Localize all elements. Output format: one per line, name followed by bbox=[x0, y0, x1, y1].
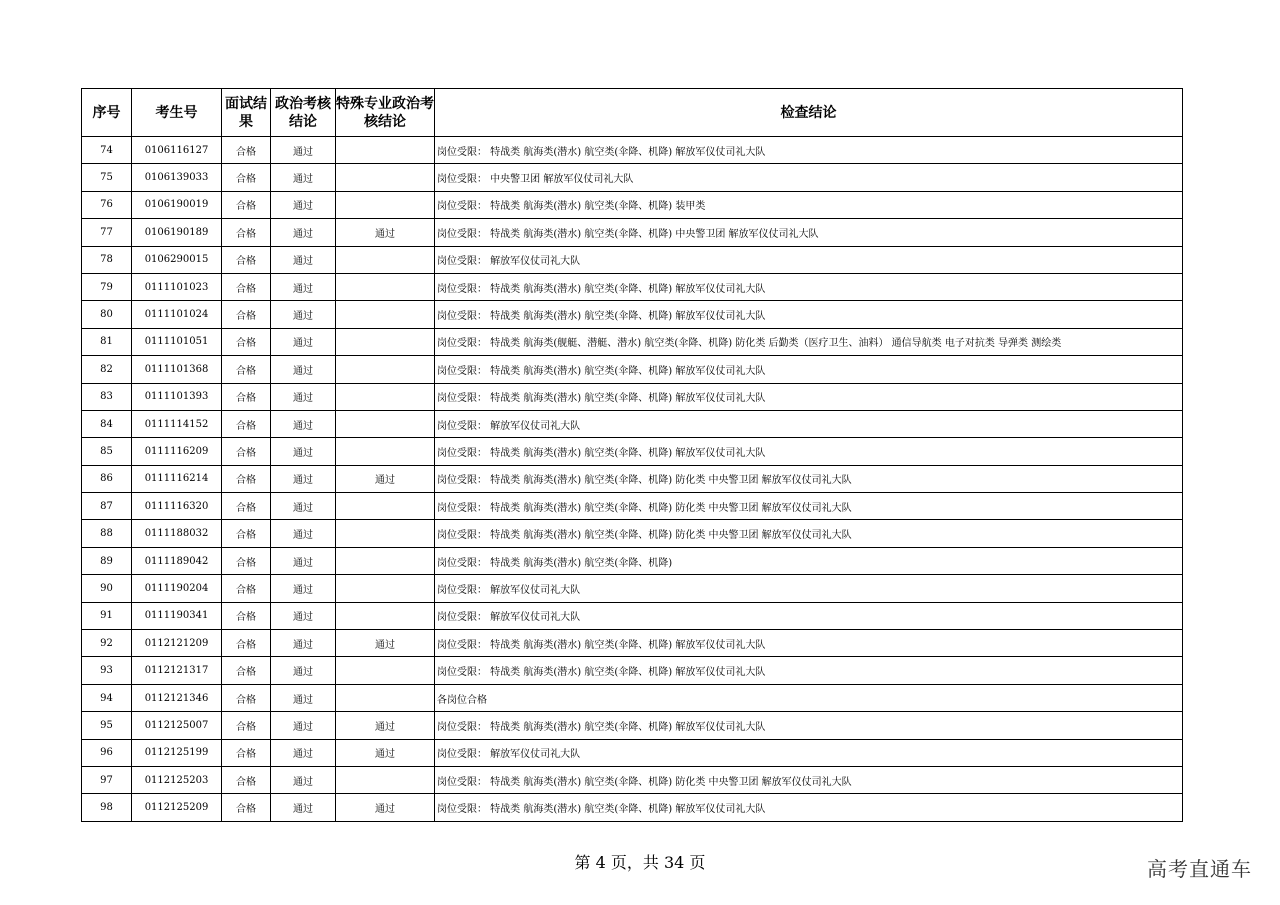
cell-seq: 74 bbox=[82, 137, 132, 164]
cell-exam-no: 0111101024 bbox=[132, 301, 222, 328]
cell-special bbox=[336, 328, 435, 355]
cell-exam-no: 0111114152 bbox=[132, 410, 222, 437]
cell-special bbox=[336, 493, 435, 520]
cell-seq: 90 bbox=[82, 575, 132, 602]
cell-seq: 80 bbox=[82, 301, 132, 328]
cell-interview: 合格 bbox=[222, 739, 271, 766]
table-row bbox=[82, 630, 1183, 657]
cell-political: 通过 bbox=[271, 438, 336, 465]
cell-interview: 合格 bbox=[222, 219, 271, 246]
cell-seq: 84 bbox=[82, 410, 132, 437]
cell-conclusion: 岗位受限： 解放军仪仗司礼大队 bbox=[435, 602, 1183, 629]
cell-exam-no: 0111101023 bbox=[132, 273, 222, 300]
cell-seq: 94 bbox=[82, 684, 132, 711]
cell-seq: 83 bbox=[82, 383, 132, 410]
cell-exam-no: 0111116209 bbox=[132, 438, 222, 465]
cell-interview: 合格 bbox=[222, 273, 271, 300]
cell-seq: 95 bbox=[82, 712, 132, 739]
table-row bbox=[82, 328, 1183, 355]
cell-seq: 77 bbox=[82, 219, 132, 246]
cell-conclusion: 岗位受限： 特战类 航海类(潜水) 航空类(伞降、机降) 防化类 中央警卫团 解放军仪仗司礼大队 bbox=[435, 520, 1183, 547]
cell-interview: 合格 bbox=[222, 246, 271, 273]
table-row bbox=[82, 137, 1183, 164]
cell-political: 通过 bbox=[271, 273, 336, 300]
cell-interview: 合格 bbox=[222, 766, 271, 793]
cell-exam-no: 0106116127 bbox=[132, 137, 222, 164]
cell-special bbox=[336, 520, 435, 547]
cell-interview: 合格 bbox=[222, 191, 271, 218]
cell-seq: 97 bbox=[82, 766, 132, 793]
table-row bbox=[82, 657, 1183, 684]
cell-interview: 合格 bbox=[222, 465, 271, 492]
table-row bbox=[82, 766, 1183, 793]
cell-seq: 75 bbox=[82, 164, 132, 191]
cell-special bbox=[336, 575, 435, 602]
cell-political: 通过 bbox=[271, 739, 336, 766]
cell-exam-no: 0111189042 bbox=[132, 547, 222, 574]
cell-exam-no: 0112125007 bbox=[132, 712, 222, 739]
header-conclusion: 检查结论 bbox=[435, 89, 1183, 137]
cell-seq: 87 bbox=[82, 493, 132, 520]
cell-special bbox=[336, 410, 435, 437]
header-row bbox=[82, 89, 1183, 137]
cell-exam-no: 0112125199 bbox=[132, 739, 222, 766]
cell-conclusion: 岗位受限： 特战类 航海类(潜水) 航空类(伞降、机降) 防化类 中央警卫团 解放军仪仗司礼大队 bbox=[435, 493, 1183, 520]
cell-seq: 78 bbox=[82, 246, 132, 273]
cell-political: 通过 bbox=[271, 657, 336, 684]
cell-conclusion: 岗位受限： 特战类 航海类(潜水) 航空类(伞降、机降) 解放军仪仗司礼大队 bbox=[435, 356, 1183, 383]
table-row bbox=[82, 739, 1183, 766]
table-row bbox=[82, 794, 1183, 822]
cell-special bbox=[336, 684, 435, 711]
cell-interview: 合格 bbox=[222, 164, 271, 191]
cell-exam-no: 0112121346 bbox=[132, 684, 222, 711]
cell-interview: 合格 bbox=[222, 356, 271, 383]
cell-political: 通过 bbox=[271, 493, 336, 520]
cell-interview: 合格 bbox=[222, 493, 271, 520]
cell-special: 通过 bbox=[336, 465, 435, 492]
cell-conclusion: 岗位受限： 解放军仪仗司礼大队 bbox=[435, 246, 1183, 273]
table-row bbox=[82, 520, 1183, 547]
cell-interview: 合格 bbox=[222, 794, 271, 822]
cell-seq: 96 bbox=[82, 739, 132, 766]
cell-conclusion: 岗位受限： 中央警卫团 解放军仪仗司礼大队 bbox=[435, 164, 1183, 191]
page-number: 第 4 页，共 34 页 bbox=[574, 853, 706, 872]
cell-conclusion: 岗位受限： 特战类 航海类(潜水) 航空类(伞降、机降) 解放军仪仗司礼大队 bbox=[435, 383, 1183, 410]
cell-special bbox=[336, 602, 435, 629]
cell-conclusion: 岗位受限： 特战类 航海类(潜水) 航空类(伞降、机降) 解放军仪仗司礼大队 bbox=[435, 137, 1183, 164]
table-row bbox=[82, 547, 1183, 574]
cell-interview: 合格 bbox=[222, 657, 271, 684]
table-row bbox=[82, 356, 1183, 383]
cell-seq: 98 bbox=[82, 794, 132, 822]
header-exam-no: 考生号 bbox=[132, 89, 222, 137]
cell-political: 通过 bbox=[271, 191, 336, 218]
cell-political: 通过 bbox=[271, 684, 336, 711]
cell-exam-no: 0111116320 bbox=[132, 493, 222, 520]
cell-exam-no: 0111116214 bbox=[132, 465, 222, 492]
cell-political: 通过 bbox=[271, 246, 336, 273]
cell-conclusion: 岗位受限： 特战类 航海类(潜水) 航空类(伞降、机降) 解放军仪仗司礼大队 bbox=[435, 301, 1183, 328]
cell-exam-no: 0111101368 bbox=[132, 356, 222, 383]
table-row bbox=[82, 493, 1183, 520]
cell-conclusion: 各岗位合格 bbox=[435, 684, 1183, 711]
results-table bbox=[81, 88, 1183, 822]
cell-special bbox=[336, 191, 435, 218]
cell-political: 通过 bbox=[271, 602, 336, 629]
cell-exam-no: 0111190204 bbox=[132, 575, 222, 602]
cell-special bbox=[336, 766, 435, 793]
cell-special bbox=[336, 438, 435, 465]
cell-political: 通过 bbox=[271, 766, 336, 793]
cell-seq: 85 bbox=[82, 438, 132, 465]
table-row bbox=[82, 684, 1183, 711]
cell-interview: 合格 bbox=[222, 684, 271, 711]
cell-seq: 82 bbox=[82, 356, 132, 383]
cell-exam-no: 0112121317 bbox=[132, 657, 222, 684]
cell-interview: 合格 bbox=[222, 328, 271, 355]
header-interview: 面试结果 bbox=[222, 89, 271, 137]
cell-seq: 92 bbox=[82, 630, 132, 657]
table-row bbox=[82, 465, 1183, 492]
cell-seq: 93 bbox=[82, 657, 132, 684]
cell-conclusion: 岗位受限： 解放军仪仗司礼大队 bbox=[435, 410, 1183, 437]
table-row bbox=[82, 410, 1183, 437]
cell-conclusion: 岗位受限： 特战类 航海类(潜水) 航空类(伞降、机降) 解放军仪仗司礼大队 bbox=[435, 794, 1183, 822]
cell-political: 通过 bbox=[271, 630, 336, 657]
table-row bbox=[82, 712, 1183, 739]
cell-seq: 89 bbox=[82, 547, 132, 574]
cell-conclusion: 岗位受限： 特战类 航海类(潜水) 航空类(伞降、机降) 中央警卫团 解放军仪仗司礼大队 bbox=[435, 219, 1183, 246]
cell-political: 通过 bbox=[271, 301, 336, 328]
cell-special: 通过 bbox=[336, 630, 435, 657]
cell-conclusion: 岗位受限： 特战类 航海类(潜水) 航空类(伞降、机降) 解放军仪仗司礼大队 bbox=[435, 630, 1183, 657]
cell-conclusion: 岗位受限： 特战类 航海类(潜水) 航空类(伞降、机降) 解放军仪仗司礼大队 bbox=[435, 273, 1183, 300]
cell-special bbox=[336, 301, 435, 328]
cell-special bbox=[336, 164, 435, 191]
table-row bbox=[82, 575, 1183, 602]
table-body bbox=[82, 137, 1183, 822]
cell-interview: 合格 bbox=[222, 547, 271, 574]
cell-political: 通过 bbox=[271, 410, 336, 437]
cell-special: 通过 bbox=[336, 794, 435, 822]
cell-seq: 76 bbox=[82, 191, 132, 218]
cell-conclusion: 岗位受限： 特战类 航海类(潜水) 航空类(伞降、机降) 防化类 中央警卫团 解放军仪仗司礼大队 bbox=[435, 766, 1183, 793]
cell-political: 通过 bbox=[271, 219, 336, 246]
cell-exam-no: 0106290015 bbox=[132, 246, 222, 273]
cell-interview: 合格 bbox=[222, 137, 271, 164]
cell-exam-no: 0112121209 bbox=[132, 630, 222, 657]
table-row bbox=[82, 383, 1183, 410]
cell-interview: 合格 bbox=[222, 520, 271, 547]
cell-exam-no: 0111190341 bbox=[132, 602, 222, 629]
cell-conclusion: 岗位受限： 特战类 航海类(潜水) 航空类(伞降、机降) 防化类 中央警卫团 解放军仪仗司礼大队 bbox=[435, 465, 1183, 492]
cell-interview: 合格 bbox=[222, 438, 271, 465]
cell-political: 通过 bbox=[271, 520, 336, 547]
cell-interview: 合格 bbox=[222, 383, 271, 410]
table-row bbox=[82, 273, 1183, 300]
table-row bbox=[82, 191, 1183, 218]
cell-interview: 合格 bbox=[222, 602, 271, 629]
cell-interview: 合格 bbox=[222, 301, 271, 328]
table-row bbox=[82, 602, 1183, 629]
watermark-logo: 高考直通车 bbox=[1147, 857, 1252, 881]
cell-special: 通过 bbox=[336, 712, 435, 739]
cell-conclusion: 岗位受限： 特战类 航海类(潜水) 航空类(伞降、机降) 装甲类 bbox=[435, 191, 1183, 218]
cell-conclusion: 岗位受限： 特战类 航海类(潜水) 航空类(伞降、机降) 解放军仪仗司礼大队 bbox=[435, 438, 1183, 465]
cell-special bbox=[336, 383, 435, 410]
cell-special bbox=[336, 547, 435, 574]
header-political: 政治考核结论 bbox=[271, 89, 336, 137]
table-row bbox=[82, 301, 1183, 328]
cell-seq: 88 bbox=[82, 520, 132, 547]
table-row bbox=[82, 164, 1183, 191]
cell-seq: 91 bbox=[82, 602, 132, 629]
table-row bbox=[82, 246, 1183, 273]
table-header bbox=[82, 89, 1183, 137]
cell-political: 通过 bbox=[271, 137, 336, 164]
cell-exam-no: 0112125203 bbox=[132, 766, 222, 793]
cell-special bbox=[336, 356, 435, 383]
cell-conclusion: 岗位受限： 特战类 航海类(潜水) 航空类(伞降、机降) 解放军仪仗司礼大队 bbox=[435, 657, 1183, 684]
cell-political: 通过 bbox=[271, 794, 336, 822]
cell-conclusion: 岗位受限： 特战类 航海类(潜水) 航空类(伞降、机降) 解放军仪仗司礼大队 bbox=[435, 712, 1183, 739]
cell-seq: 86 bbox=[82, 465, 132, 492]
cell-conclusion: 岗位受限： 特战类 航海类(潜水) 航空类(伞降、机降) bbox=[435, 547, 1183, 574]
cell-exam-no: 0112125209 bbox=[132, 794, 222, 822]
cell-political: 通过 bbox=[271, 328, 336, 355]
cell-exam-no: 0106139033 bbox=[132, 164, 222, 191]
cell-special bbox=[336, 137, 435, 164]
cell-interview: 合格 bbox=[222, 575, 271, 602]
cell-seq: 79 bbox=[82, 273, 132, 300]
cell-political: 通过 bbox=[271, 575, 336, 602]
cell-political: 通过 bbox=[271, 164, 336, 191]
cell-special bbox=[336, 273, 435, 300]
cell-interview: 合格 bbox=[222, 712, 271, 739]
table-row bbox=[82, 438, 1183, 465]
cell-political: 通过 bbox=[271, 547, 336, 574]
cell-seq: 81 bbox=[82, 328, 132, 355]
cell-exam-no: 0106190189 bbox=[132, 219, 222, 246]
cell-political: 通过 bbox=[271, 383, 336, 410]
cell-exam-no: 0111101393 bbox=[132, 383, 222, 410]
cell-interview: 合格 bbox=[222, 410, 271, 437]
cell-special bbox=[336, 246, 435, 273]
table-row bbox=[82, 219, 1183, 246]
cell-exam-no: 0106190019 bbox=[132, 191, 222, 218]
cell-political: 通过 bbox=[271, 712, 336, 739]
cell-special: 通过 bbox=[336, 739, 435, 766]
cell-political: 通过 bbox=[271, 356, 336, 383]
cell-special bbox=[336, 657, 435, 684]
cell-exam-no: 0111188032 bbox=[132, 520, 222, 547]
cell-political: 通过 bbox=[271, 465, 336, 492]
cell-conclusion: 岗位受限： 特战类 航海类(舰艇、潜艇、潜水) 航空类(伞降、机降) 防化类 后勤类（医疗卫生、油料） 通信导航类 电子对抗类 导弹类 测绘类 bbox=[435, 328, 1183, 355]
cell-conclusion: 岗位受限： 解放军仪仗司礼大队 bbox=[435, 739, 1183, 766]
cell-special: 通过 bbox=[336, 219, 435, 246]
cell-interview: 合格 bbox=[222, 630, 271, 657]
header-seq: 序号 bbox=[82, 89, 132, 137]
cell-conclusion: 岗位受限： 解放军仪仗司礼大队 bbox=[435, 575, 1183, 602]
cell-exam-no: 0111101051 bbox=[132, 328, 222, 355]
header-special: 特殊专业政治考核结论 bbox=[336, 89, 435, 137]
